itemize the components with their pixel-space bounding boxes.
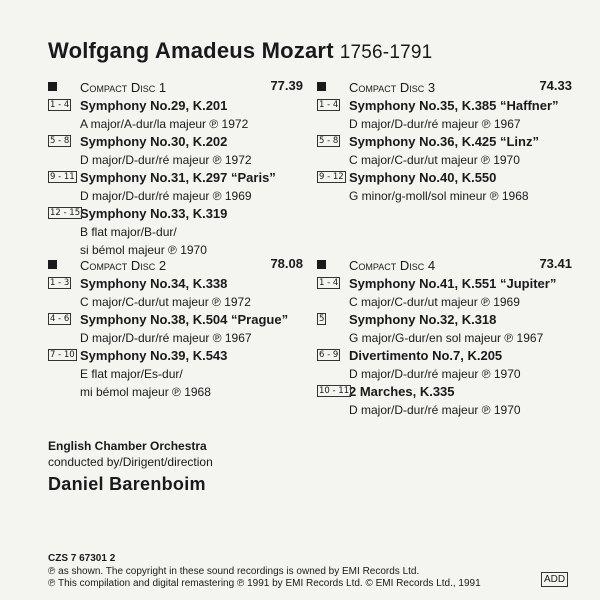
performer-credits: [48, 438, 213, 496]
track-number-box: 1 - 4: [50, 100, 70, 110]
conducted-by-label: conducted by/Dirigent/direction: [48, 455, 213, 469]
work-title: Symphony No.36, K.425 “Linz”: [349, 134, 539, 149]
disc-panel: [48, 255, 303, 401]
disc-duration: 74.33: [539, 78, 572, 93]
track-number-box: 1 - 4: [319, 278, 339, 288]
key-line: mi bémol majeur ℗ 1968: [80, 385, 211, 399]
track-number-box: 1 - 4: [319, 100, 339, 110]
square-bullet-icon: [317, 260, 326, 269]
work-title: Symphony No.32, K.318: [349, 312, 497, 327]
work-title: Symphony No.39, K.543: [80, 348, 228, 363]
disc-label: Compact Disc 1: [80, 80, 167, 95]
disc-panel: [317, 255, 572, 419]
key-line: G minor/g-moll/sol mineur ℗ 1968: [349, 189, 529, 203]
key-line: D major/D-dur/ré majeur ℗ 1967: [349, 117, 521, 131]
track-number-box: 7 - 10: [50, 350, 75, 360]
track-number-box: 1 - 3: [50, 278, 70, 288]
track-number-box: 10 - 11: [319, 386, 350, 396]
track-entry: [317, 97, 572, 133]
track-entry: [48, 169, 303, 205]
track-number-box: 6 - 9: [319, 350, 339, 360]
track-entry: [48, 133, 303, 169]
composer-years: 1756-1791: [339, 42, 433, 63]
composer-name: Wolfgang Amadeus Mozart: [48, 38, 334, 63]
copyright-line: ℗ as shown. The copyright in these sound recordings is owned by EMI Records Ltd.: [48, 565, 420, 577]
work-title: Symphony No.38, K.504 “Prague”: [80, 312, 289, 327]
disc-duration: 73.41: [539, 256, 572, 271]
key-line: A major/A-dur/la majeur ℗ 1972: [80, 117, 249, 131]
disc-panel: [48, 77, 303, 259]
track-entry: [48, 205, 303, 259]
track-entry: [48, 347, 303, 401]
track-number-box: 5 - 8: [50, 136, 70, 146]
square-bullet-icon: [48, 82, 57, 91]
track-number-box: 5 - 8: [319, 136, 339, 146]
track-number-box: 5: [319, 314, 325, 324]
work-title: Symphony No.30, K.202: [80, 134, 228, 149]
disc-header: [317, 255, 572, 275]
key-line: E flat major/Es-dur/: [80, 367, 183, 381]
work-title: Symphony No.41, K.551 “Jupiter”: [349, 276, 557, 291]
key-line: C major/C-dur/ut majeur ℗ 1972: [80, 295, 251, 309]
square-bullet-icon: [317, 82, 326, 91]
work-title: Symphony No.33, K.319: [80, 206, 228, 221]
track-entry: [48, 311, 303, 347]
work-title: Symphony No.34, K.338: [80, 276, 228, 291]
key-line: C major/C-dur/ut majeur ℗ 1970: [349, 153, 520, 167]
track-number-box: 9 - 11: [50, 172, 75, 182]
work-title: Symphony No.40, K.550: [349, 170, 497, 185]
orchestra-name: English Chamber Orchestra: [48, 439, 207, 453]
track-entry: [317, 311, 572, 347]
key-line: B flat major/B-dur/: [80, 225, 177, 239]
disc-header: [48, 77, 303, 97]
key-line: D major/D-dur/ré majeur ℗ 1970: [349, 403, 521, 417]
square-bullet-icon: [48, 260, 57, 269]
add-badge: ADD: [541, 572, 568, 587]
track-entry: [317, 383, 572, 419]
track-entry: [317, 169, 572, 205]
disc-label: Compact Disc 2: [80, 258, 167, 273]
disc-label: Compact Disc 4: [349, 258, 436, 273]
disc-duration: 78.08: [270, 256, 303, 271]
work-title: 2 Marches, K.335: [349, 384, 455, 399]
track-entry: [317, 347, 572, 383]
disc-header: [317, 77, 572, 97]
composer-title: [48, 38, 432, 64]
footer-notes: [48, 553, 481, 591]
conductor-name: Daniel Barenboim: [48, 474, 206, 494]
track-entry: [48, 97, 303, 133]
key-line: D major/D-dur/ré majeur ℗ 1969: [80, 189, 252, 203]
track-number-box: 12 - 15: [50, 208, 81, 218]
key-line: C major/C-dur/ut majeur ℗ 1969: [349, 295, 520, 309]
key-line: D major/D-dur/ré majeur ℗ 1967: [80, 331, 252, 345]
track-entry: [48, 275, 303, 311]
track-entry: [317, 275, 572, 311]
disc-header: [48, 255, 303, 275]
disc-duration: 77.39: [270, 78, 303, 93]
copyright-line: ℗ This compilation and digital remastering ℗ 1991 by EMI Records Ltd. © EMI Records Ltd., 1991: [48, 578, 481, 589]
work-title: Symphony No.31, K.297 “Paris”: [80, 170, 276, 185]
disc-label: Compact Disc 3: [349, 80, 436, 95]
track-entry: [317, 133, 572, 169]
work-title: Symphony No.29, K.201: [80, 98, 228, 113]
disc-panel: [317, 77, 572, 205]
track-number-box: 4 - 6: [50, 314, 70, 324]
key-line: G major/G-dur/en sol majeur ℗ 1967: [349, 331, 544, 345]
key-line: D major/D-dur/ré majeur ℗ 1972: [80, 153, 252, 167]
catalog-number: CZS 7 67301 2: [48, 553, 116, 564]
key-line: D major/D-dur/ré majeur ℗ 1970: [349, 367, 521, 381]
work-title: Divertimento No.7, K.205: [349, 348, 503, 363]
track-number-box: 9 - 12: [319, 172, 344, 182]
work-title: Symphony No.35, K.385 “Haffner”: [349, 98, 559, 113]
key-line: si bémol majeur ℗ 1970: [80, 243, 207, 257]
